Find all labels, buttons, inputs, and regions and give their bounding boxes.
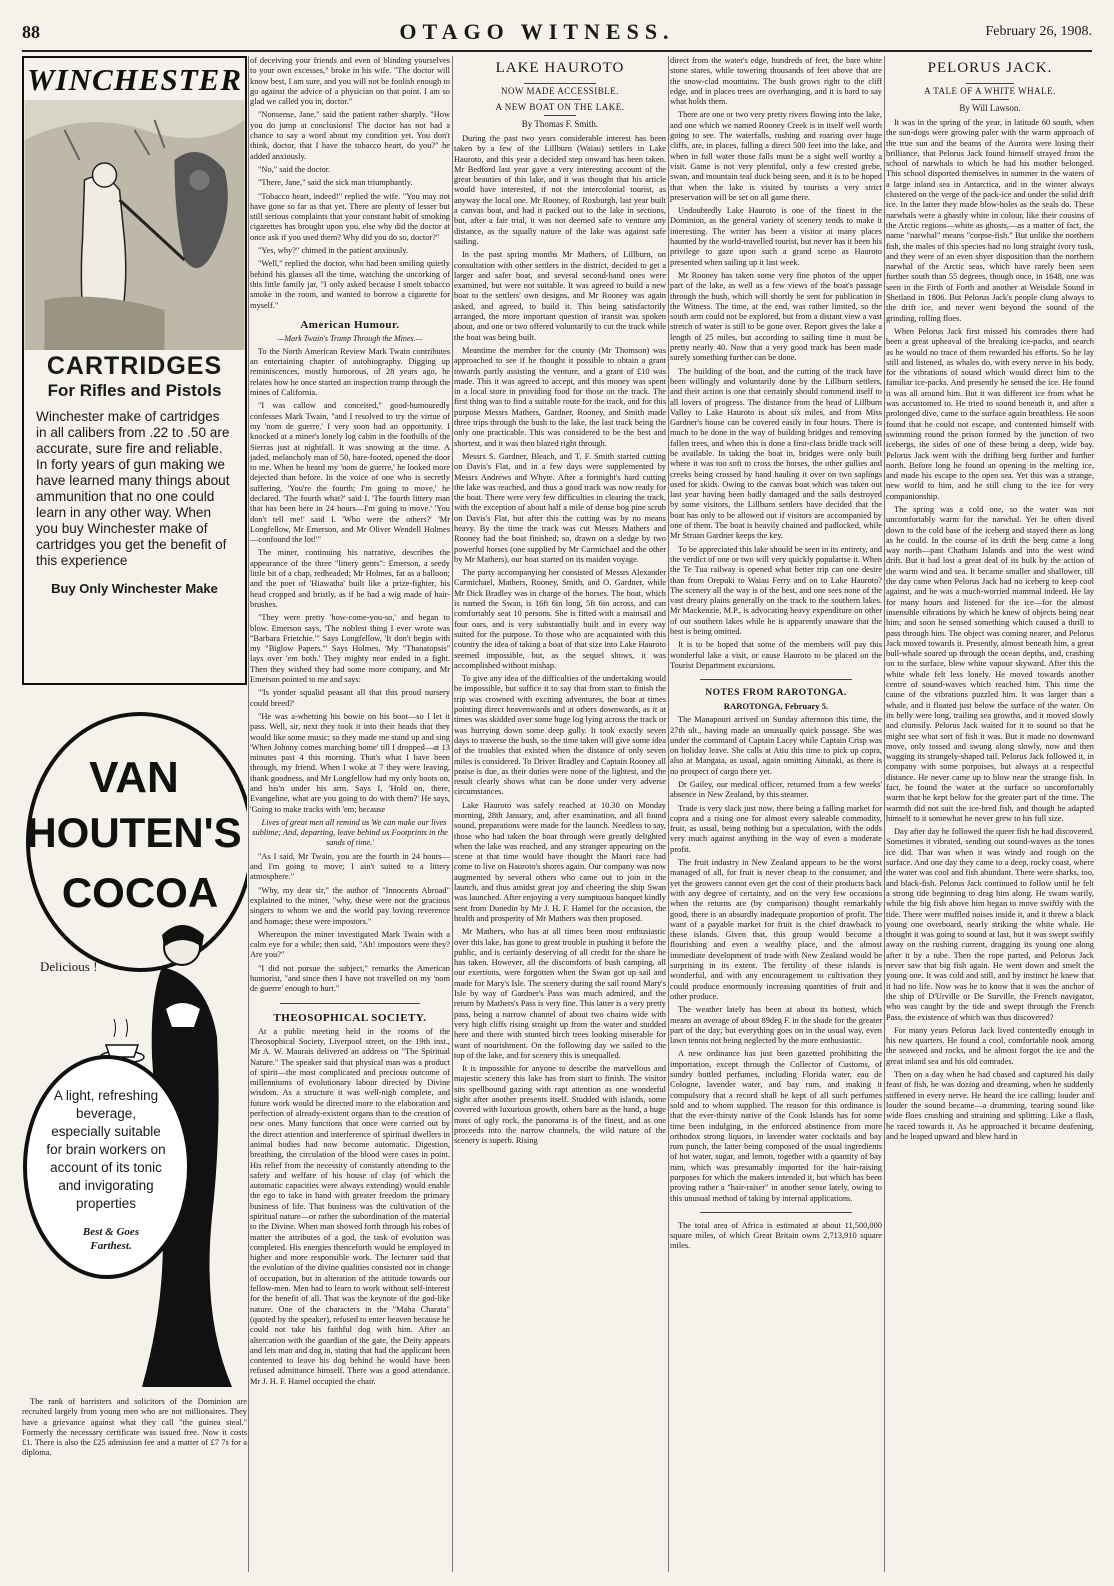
article-paragraph: For many years Pelorus Jack lived contentedly enough in his new quarters. He found a cool, comfortable nook among the seaweed and rocks, and he almost forgot the ice and the great inland sea and his old comrades.: [886, 1025, 1094, 1066]
van-houten-body-text: A light, refreshing beverage, especially suitable for brain workers on account of its tonic and invigorating properties: [46, 1088, 166, 1211]
column-advertisements: [22, 56, 247, 1572]
article-paragraph: "I did not pursue the subject," remarks the American humorist, "and since then I have not travelled on my 'nom de guerre' enough to hurt.": [250, 963, 450, 994]
article-paragraph: "He was a-whetting his bowie on his boot—so I let it pass. Well, sir, next they took it into their heads that they would like some music; so they made me stand up and sing 'When Johnny comes marching home' till I dropped—at 13 minutes past 4 this morning. That's what I have been through, my friend. When I woke at 7 they were leaving, thank goodness, and Mr Longfellow had my only boots on, and his'n under his arm. Says I, 'Hold on, there, Evangeline, what are you going to do with them?' He says, 'Going to make tracks with 'em; because: [250, 711, 450, 814]
cartridges-headline: CARTRIDGES: [46, 352, 223, 380]
buy-winchester-line: Buy Only Winchester Make: [51, 581, 218, 596]
van-houten-advertisement: [22, 697, 247, 1397]
rarotonga-heading: NOTES FROM RAROTONGA.: [705, 688, 847, 699]
lake-hauroto-title: LAKE HAUROTO: [495, 60, 625, 76]
section-divider: [280, 1003, 420, 1004]
section-divider: [700, 1212, 852, 1213]
article-paragraph: At a public meeting held in the rooms of the Theosophical Society, Liverpool street, on the 19th inst., Mr A. W. Maurais delivered an address on "The Spiritual Nature." The speaker said that physical man was a product of spirit—the most complicated and precious outcome of millenniums of evolutionary labour directed by Divine wisdom. As a structure it was well-nigh complete, and future work would be directed more to the elaboration and perfection of already-existent organs than to the creation of new ones. Many functions that once were carried out by the direct attention and interference of spiritual dwellers in animal bodies had now become automatic. Digestion, breathing, the circulation of the blood were cases in point. His relief from the necessity of constantly attending to the safety and welfare of his house of clay (of which the automatic capacities were always extending) would enable the ego to take in hand with greater freedom the primary business of life. That business was the cultivation of the spiritual nature—or rather the subordination of the material to the Divine. When man showed forth through his robes of matter the attributes of a god, the task of evolution was completed. His energies thenceforth would be employed in higher and more responsible work. The lecturer said that the evolution of the divine qualities consisted not in change of occupation, but in alteration of the attitude towards our fellow-men. Men had to learn to work without self-interest for the benefit of all. That was the keynote of the god-like nature. One of the characters in the "Maha Charata" (quoted by the speaker), refused to enter heaven because he could not take his faithful dog with him. After an altercation with the guardian of the gate, the Deity appears and lets man and dog in, stating that had the applicant been contented to leave his dog behind he would have been refused admittance himself. There was a good attendance. Mr J. H. F. Hamel occupied the chair.: [250, 1026, 450, 1386]
column-rule: [452, 56, 453, 1572]
article-paragraph: In the past spring months Mr Mathers, of Lillburn, on consultation with other settlers in the district, decided to get a larger and safer boat, and several second-hand ones were examined, but were not suitable. It was agreed to build a new boat to the settlers' own designs, and Mr Rooney was again asked, and agreed, to build it. This being satisfactorily arranged, the more important question of transit was spoken about, and one or two offered voluntarily to cut the track while the boat was being built.: [454, 250, 666, 342]
article-paragraph: It is to be hoped that some of the members will pay this wonderful lake a visit, or cause Hauroto to be placed on the Tourist Department excursions.: [670, 640, 882, 670]
article-paragraph: Meantime the member for the county (Mr Thomson) was approached to see if he thought it possible to obtain a grant towards partly assisting the venture, and a grant of £10 was made. This it was agreed to accept, and this money was spent in a local store in providing food for those on the track. The first thing was to find a suitable route for the track, and for this purpose Messrs Mathers, Gardner, Rooney, and Smith made three trips through the bush to the lake, the last track being the only one practicable. This was considered to be the best and shortest, and it was then blazed right through.: [454, 345, 666, 448]
article-paragraph: The weather lately has been at about its hottest, which means an average of about 89deg F. in the shade for the greater part of the day; but everything goes on in the usual way, even lawn tennis not being neglected by the more enthusiastic.: [670, 1005, 882, 1046]
article-paragraph: "I was callow and conceited," good-humouredly confesses Mark Twain, "and I resolved to try the virtue of my 'nom de guerre.' I very soon had an opportunity. I knocked at a miner's lonely log cabin in the foothills of the Sierras just at nightfall. It was snowing at the time. A jaded, melancholy man of 50, bare-footed, opened the door to me. When he heard my 'nom de guerre,' he looked more dejected than before. In the voice of one who is secretly suffering, 'You're the fourth; I'm going to move,' he declared. 'The fourth what?' said I. 'The fourth littery man that has been here in 24 hours—I'm going to move.' 'You don't tell me!' said I. 'Who were the others?' 'Mr Longfellow, Mr Emerson, and Mr Oliver Wendell Holmes—confound the lot!'": [250, 401, 450, 545]
article-paragraph: "No," said the doctor.: [258, 164, 331, 174]
winchester-advertisement: [22, 56, 247, 685]
column-rule: [884, 56, 885, 1572]
theosophical-heading: THEOSOPHICAL SOCIETY.: [273, 1011, 427, 1024]
van-houten-slogan: Best & Goes Farthest.: [82, 1226, 140, 1252]
pelorus-jack-subtitle: A TALE OF A WHITE WHALE.: [924, 86, 1056, 96]
article-paragraph: Trade is very slack just now, there being a falling market for copra and a rising one for almost every saleable commodity, fruit, as usual, being nothing but a speculation, with the odds very much against anything in the way of even a moderate profit.: [670, 803, 882, 854]
article-paragraph: It is impossible for anyone to describe the marvellous and majestic scenery this lake has from start to finish. The visitor sits spellbound gazing with rapt attention as one wonderful sight after another presents itself. Studded with islands, some covered with luxurious growth, others bare as the hand, a huge mass of ugly rock, the panorama is of the finest, and as one proceeds into the narrow channels, the wild nature of the scenery is superb. Rising: [454, 1064, 666, 1146]
article-paragraph: The building of the boat, and the cutting of the track have been willingly and voluntarily done by the Lillburn settlers, and their action is one that certainly should commend itself to all lovers of progress. The distance from the head of Lillburn Valley to Lake Hauroto is about six miles, and from Miss Gardner's house can be covered easily in four hours. There is much to be done in the way of building bridges and removing fallen trees, and when this is done a first-class bridle track will be available. In taking the boat in, bridges were only built where it was too soft to cross the horses, the other gullies and creeks being crossed by hand hauling it over on two saplings used for skids. Owing to the canvas boat which was taken out last year having been badly damaged and the sails destroyed by some visitors, the Lillburn settlers have decided that the boat has only to be allowed out if visitors are accompanied by one of them. The boat is heavily chained and padlocked, while Mr Struan Gardner keeps the key.: [670, 366, 882, 541]
article-paragraph: "They were pretty 'how-come-you-so,' and began to blow. Emerson says, 'The noblest thing I ever wrote was "Barbara Frietchie."' Says Longfellow, 'It don't begin with my "Biglow Papers."' Says Holmes, 'My "Thanatopsis" lays over 'em both.' They mighty near ended in a fight. Then they wished they had some more company, and Mr Emerson pointed to me and says:: [250, 613, 450, 685]
column-rule: [248, 56, 249, 1572]
article-paragraph: Dr Gailey, our medical officer, returned from a few weeks' absence in New Zealand, by this steamer.: [670, 780, 882, 800]
title-divider: [966, 83, 1014, 84]
article-paragraph: When Pelorus Jack first missed his comrades there had been a great upheaval of the breaking ice-packs, and search as he would no trace of them rewarded his efforts. So he lay still and listened, as whales do, with every nerve in his body, for the vibrations of sound which would direct him to the familiar ice-packs. And presently he sensed the ice. He found it was all around him. But it was different ice from what he was accustomed to. He tried to sound beneath it, and after a prolonged dive, came to the surface again breathless. He soon found that he could not escape, and contented himself with swimming round the prison formed by the junction of two icebergs, the sides of one of these being a deep, wide bay. Pelorus Jack went with the drifting berg further and further north. Before long he found an opening in the melting ice, and made his escape to the open sea. Yet this was a strange, new world to him, and he still clung to the ice for very companionship.: [886, 326, 1094, 501]
poem-verse: Lives of great men all remind us We can make our lives sublime; And, departing, leave behind us Footprints in the sands of time.': [252, 817, 448, 848]
rifles-pistols-subheadline: For Rifles and Pistols: [47, 381, 222, 400]
article-paragraph: Messrs S. Gardner, Bleach, and T. F. Smith started cutting on Davis's Flat, and in a few days were supplemented by Messrs Andrews and Whyte. After a fortnight's hard cutting the lake was reached, and thus a good track was now ready for the boat. There were very few difficulties in clearing the track, with the exception of about half a mile of dense bog pine scrub on Davis's Flat, but after this the cutting was by no means heavy. By the time the track was cut Messrs Mathers and Rooney had the boat finished; so, drawn on a sledge by two powerful horses (one supplied by Mr Carmichael and the other by Mr Mathers), our boat started on its maiden voyage.: [454, 451, 666, 564]
article-paragraph: "Well," replied the doctor, who had been smiling quietly behind his glasses all the time, watching the uncorking of this little family jar, "I only asked because I smelt tobacco smoke in the room, and wanted to borrow a cigarette for myself.": [250, 259, 450, 310]
rarotonga-dateline: RAROTONGA, February 5.: [723, 701, 829, 712]
pelorus-jack-title: PELORUS JACK.: [927, 60, 1053, 76]
houtens-text: HOUTEN'S: [26, 809, 242, 856]
hunter-illustration: [24, 100, 245, 350]
article-paragraph: "'Is yonder squalid peasant all that this proud nursery could breed?': [250, 688, 450, 708]
article-paragraph: The spring was a cold one, so the water was not uncomfortably warm for the narwhal. Yet he often dived down to the cold base of the iceberg and stayed there as long as he could. In the course of its drift the berg came a long way north—past Chatham Islands and into the west wind drift. But it had lost a great deal of its bulk by the action of the warm wind and sea. It became smaller and shallower, till the day came when Pelorus Jack had no iceberg to keep cool against, and he was a much-worried mammal indeed. He lay for many hours and listened for the ice—for the almost insensible vibrations by which he knew of objects being near him; and soon he sensed something which caused a thrill to pass through him. The object was coming nearer, and Pelorus Jack moved towards it. Presently, almost beneath him, a great bull-whale soared up through the ocean depths, and, crashing on to the surface, blew white vapour skyward. After this the white whale felt less lonely. He moved towards another centre of sound-waves which reached him. This time the cause of the vibrations puzzled him. It was larger than a whale, and it floated just below the surface of the water. On its belly were long, trailing sea growths, and it moved slowly and clumsily. Pelorus Jack waited for it to sound so that he might see what sort of fish it was. But it made no downward move, only tossed and swung along slowly, now and then wagging its strangely-shaped tail. Pelorus Jack followed it, in company with some porpoises, but always at a respectful distance. He never came up to blow near the strange fish. In fact, he found the water at the surface so uncomfortably warm that he kept below for the greater part of the time. The warmth did not suit the ice-bred fish, and though he adapted himself to it somewhat he never grew to his full size.: [886, 504, 1094, 823]
byline: By Thomas F. Smith.: [521, 119, 599, 129]
van-houten-artwork: [22, 697, 247, 1397]
article-paragraph: Lake Hauroto was safely reached at 10.30 on Monday morning, 28th January, and, after examination, and all found sound, preparations were made for the launch. Needless to say, those who had taken the boat through were greatly delighted when the lake was reached, and any stranger appearing on the scene at that time would have thought the Maori race had come to live on Hauroto's shores again. Our company was now augmented by several others who came out to join in the launch, and thus amidst great joy and cheering the ship Swan was launched. After enjoying a very sumptuous banquet kindly sent from Dunedin by Mr J. H. F. Hamel for the occasion, the health and prosperity of Mr Mathers was then proposed.: [454, 800, 666, 923]
article-paragraph: The fruit industry in New Zealand appears to be the worst managed of all, for fruit is never cheap to the consumer, and yet the growers cannot even get the cost of their products back with any degree of certainty, and on the very few occasions when the returns are (by comparison) thought remarkably good, there is an absurdly inadequate proportion of profit. The want of a payable market for fruit is the chief drawback to these islands. Given that, this group would become a flourishing and even a wealthy place, and the almost immediate development of trade with New Zealand would be surprising in its extent. The fertility of these islands is wonderful, and with any encouragement to cultivation they could produce enormously increasing quantities of fruit and other produce.: [670, 858, 882, 1001]
page-header: [22, 14, 1092, 52]
column-5: [886, 56, 1094, 1572]
van-text: VAN: [89, 753, 179, 802]
article-paragraph: of deceiving your friends and even of blinding yourselves to your own excesses," broke in his wife. "The doctor will know best, I am sure, and you will not be foolish enough to go against the advice of a physician on that point. I am so glad we called you in, doctor.": [250, 56, 450, 107]
column-3: [454, 56, 666, 1572]
article-paragraph: Then on a day when he had chased and captured his daily feast of fish, he was dozing and dreaming, when he suddenly stiffened in every nerve. He heard the ice calling; louder and louder the sound became—a drumming, tearing sound like wide floes crushing and straining and splitting. Like a flash, he raced towards it. As he approached it became deafening, and he leaped upward and blew hard in: [886, 1070, 1094, 1141]
article-paragraph: It was in the spring of the year, in latitude 60 south, when the sun-dogs were growing paler with the warm approach of the true sun and the beams of the Aurora were losing their brilliance, that Pelorus Jack found himself strayed from the school of narwhals to which he had his mother belonged. This school disported themselves in summer in the waters of a large inland sea in Antarctica, and in the winter always clustered on the verge of the pack-ice and under the solid drift ice. In the latter they made blow-holes as the seals do. These narwhals were a ghastly white in colour, like their cousins of the Arctic regions—white as ghosts,—as a matter of fact, the name "narwhal" means "corpse-fish." But unlike the northern fish, the males of this species had no long straight ivory tusk, and they were of an even shyer disposition than the northern narwhal of the Arctic seas, which have rarely been seen further south than 55 degrees, though once, in 1648, one was seen in the Firth of Forth and another at Weisdale Sound in Shetland in 1806. But Pelorus Jack's people clung always to the drift ice, and never went beyond the sound of the grinding, rolling floes.: [886, 118, 1094, 323]
article-paragraph: "Why, my dear sir," the author of "Innocents Abroad" explained to the miner, "why, these were not the gracious singers to whom we and the world pay loving reverence and homage; these were impostors.": [250, 885, 450, 926]
title-divider: [539, 99, 581, 100]
article-paragraph: To the North American Review Mark Twain contributes an entertaining chapter of autobiography. Digging up reminiscences, mostly humorous, of 28 years ago, he relates how he once started an inspection tramp through the mines of California.: [250, 346, 450, 398]
article-paragraph: During the past two years considerable interest has been taken by a few of the Lillburn (Waiau) settlers in Lake Hauroto, and this year a decided step onward has been taken. Mr Bedford last year gave a very interesting account of the great beauties of this lake, and it was thought that his article would have interested, if not the intercolonial tourist, as anyway the local one. Mr Rooney, of Roxburgh, last year built a canvas boat, and had it packed out to the lake in sections, but, after a fair trial, it was not deemed safe to venture any distance, as the squally nature of the lake was against safe sailing.: [454, 134, 666, 246]
article-paragraph: Day after day he followed the queer fish he had discovered. Sometimes it vibrated, sending out sound-waves as the tones ice did. That was when it was windy and rough on the surface. And one day they came to a deep, rocky coast, where the water was cool and fish abundant. There were sharks, too, and black-fish. Pelorus Jack continued to follow until he felt a strong tide beginning to drag him along. He swam warily, while the big fish above him began to move swiftly with the tide. There were muffled noises inside it, and it threw a black young one overboard, nearly striking the white whale. He thought it was going to sound at last, but it was swept swiftly away on the rushing current, dragging its young one along after it by a tube. Then the rope parted, and Pelorus Jack never saw that big fish again. He went down and smelt the young one. It was cold and still, and by instinct he knew that it had no life. Now was he to know that it was the anchor of the ship of D'Urville or De Surville, the French navigator, who was caught by the tide and swept through the French Pass, the existence of which was thus discovered?: [886, 827, 1094, 1022]
article-paragraph: direct from the water's edge, hundreds of feet, the bare white stone stares, while towering thousands of feet above that are the snow-clad mountains. The bush grows right to the cliff edge, and in places trees are overhanging, and it is hard to say what holds them.: [670, 56, 882, 107]
lake-hauroto-subtitle: NOW MADE ACCESSIBLE.: [500, 86, 620, 96]
title-divider: [524, 83, 596, 84]
article-paragraph: "As I said, Mr Twain, you are the fourth in 24 hours—and I'm going to move; I ain't suited to a littery atmosphere.": [250, 851, 450, 882]
article-paragraph: Whereupon the miner investigated Mark Twain with a calm eye for a while; then said, "Ah! impostors were they? Are you?": [250, 929, 450, 960]
byline: By Will Lawson.: [959, 103, 1021, 113]
article-paragraph: "Tobacco heart, indeed!" replied the wife. "You may not have gone so far as that yet. There are plenty of lesser but still serious complaints that your constant habit of smoking cigarettes has brought upon you, else why did the doctor at once ask if you used them? Why did you do so, doctor?": [250, 191, 450, 242]
article-paragraph: "There, Jane," said the sick man triumphantly.: [258, 178, 413, 188]
barristers-paragraph: The rank of barristers and solicitors of the Dominion are recruited largely from young men who are not millionaires. They have a grievance against what they call "the guinea steal." Formerly the necessary certificate was issued free. Now it costs £1. There is also the £25 admission fee and a matter of £7 7s for a diploma.: [22, 1397, 247, 1458]
column-2: [250, 56, 450, 1572]
lake-hauroto-subtitle: A NEW BOAT ON THE LAKE.: [495, 102, 625, 112]
delicious-tagline: Delicious !: [40, 959, 98, 974]
column-4: [670, 56, 882, 1572]
article-paragraph: The party accompanying her consisted of Messrs Alexander Carmichael, Mathers, Rooney, Smith, and O. Gardner, while Mr Dick Bradley was in charge of the horses. The boat, which is named the Swan, is 16ft 6in long, 5ft 6in across, and can comfortably seat 10 persons. She is fitted with a mainsail and four oars, and is very substantially built and in every way suited for the purpose. To those who are acquainted with this country the idea of taking a boat of that size into Lake Hauroto seemed impossible, but, as the sequel shows, it was accomplished without mishap.: [454, 568, 666, 670]
africa-note: The total area of Africa is estimated at about 11,500,000 square miles, of which Great Britain owns 2,713,910 square miles.: [670, 1220, 882, 1251]
winchester-body-text: Winchester make of cartridges in all calibers from .22 to .50 are accurate, sure fire and reliable. In forty years of gun making we have learned many things about ammunition that no one could learn in any other way. When you buy Winchester make of cartridges you get the benefit of this experience: [36, 409, 230, 568]
column-rule: [668, 56, 669, 1572]
winchester-logo: WINCHESTER: [26, 62, 242, 97]
article-paragraph: "Yes, why?" chimed in the patient anxiously.: [258, 246, 409, 256]
article-paragraph: The Manapouri arrived on Sunday afternoon this time, the 27th ult., having made an unusually quick passage. She was under the command of Captain Lacey while Captain Crisp was on holiday leave. She calls at Atiu this time to pick up copra, also at Mangaia, as usual, again omitting Aitutaki, as there is no prospect of cargo there yet.: [670, 715, 882, 776]
article-paragraph: To give any idea of the difficulties of the undertaking would be impossible, but suffice it to say that from start to finish the trip was crowned with exciting adventures, the boat at times pointing direct heavenwards and at others downwards, as it at times was skidded over some huge log lying across the track or was hurrying down some deep gully. It took exactly seven days to traverse the bush, so the time taken will give some idea of the troubles that existed when the distance of only seven miles is considered. To Driver Bradley and Captain Rooney all praise is due, as their duties were none of the lightest, and the result clearly shows what can be done under very adverse circumstances.: [454, 674, 666, 797]
article-paragraph: Mr Mathers, who has at all times been most enthusiastic over this lake, has gone to great trouble in pushing it before the public, and is certainly deserving of all credit for the share he has taken. However, all the discomforts of bush camping, all our exertions, were forgotten when the Swan got up sail and made for Mary's Isle. The scenery during the sail round Mary's Isle by way of Gardner's Pass was much admired, and the return by Mathers's Pass is very fine. This latter is a very pretty pass, being a narrow channel of about two chains wide with very high cliffs rising straight up from the water and studded here and there with stunted birch trees looking miserable for want of nourishment. On the following day we sailed to the top of the lake, and for scenery this is unequalled.: [454, 927, 666, 1060]
american-humour-heading: American Humour.: [300, 318, 400, 331]
cocoa-text: COCOA: [61, 869, 219, 916]
article-paragraph: To be appreciated this lake should be seen in its entirety, and the verdict of one or two will very quickly popularise it. When the Te Tua railway is opened what better trip can one desire than from Orepuki to Waiau Ferry and on to Lake Hauroto? The scenery all the way is of the best, and one sees none of the vast dreary plains generally on the track to the southern lakes. Mr Mackenzie, M.P., is advocating heavy expenditure on other of our southern lakes while he is apparently unaware that the best is being omitted.: [670, 544, 882, 637]
american-humour-credit: —Mark Twain's Tramp Through the Mines.—: [277, 333, 423, 343]
article-paragraph: There are one or two very pretty rivers flowing into the lake, and one which we named Rooney Creek is in itself well worth going to see. The waterfalls, rushing and roaring over huge cliffs, are, in places, falling a direct 500 feet into the lake, and when in full water those falls must be a sight well worthy a visit. Game is not very plentiful, only a few crested grebe, swan, and mountain teal duck being seen, and it is to be hoped that when the lake is visited by tourists a very strict preservation will be set on all game there.: [670, 110, 882, 202]
article-paragraph: "Nonsense, Jane," said the patient rather sharply. "How you do jump at conclusions! The doctor has not had a chance to say a word about my condition yet. You don't think, doctor, that I have the tobacco heart, do you?" he added anxiously.: [250, 110, 450, 161]
article-paragraph: The miner, continuing his narrative, describes the appearance of the three "littery gents": Emerson, a seedy little bit of a chap, redheaded; Mr Holmes, fat as a balloon; and the poet of 'Hiawatha' built like a prize-fighter, his head cropped and bristly, as if he had a wig made of hair-brushes.: [250, 548, 450, 609]
title-divider: [544, 115, 576, 116]
article-paragraph: Mr Rooney has taken some very fine photos of the upper part of the lake, as well as a few views of the boat's passage through the bush, which will shortly be sent for publication in the Witness. The time, at the end, was rather limited, so the south arm could not be explored, but from a distant view a vast stretch of water is still to be gone over. Report gives the lake a length of 25 miles, but according to sailing time it must be pretty nearly 40. Now that a very good track has been made surely something further can be done.: [670, 270, 882, 363]
title-divider: [971, 99, 1009, 100]
article-paragraph: Undoubtedly Lake Hauroto is one of the finest in the Dominion, as the general variety of scenery tends to make it interesting. The writer has been a visitor at many places haunted by the world-travelled tourist, but never has it been his privilege to gaze upon such a grand scene as Hauroto presented when sailing up it last week.: [670, 206, 882, 267]
section-divider: [700, 679, 852, 680]
page-number: 88: [22, 21, 40, 42]
article-paragraph: A new ordinance has just been gazetted prohibiting the importation, except through the Collector of Customs, of sundry bottled perfumes, including Florida water, eau de Cologne, lavender water, and bay rum, and making it compulsory that a record shall be kept of all such perfumes sold and to whom supplied. The reason for this ordinance is that the ever-thirsty native of the Cook Islands has for some time been indulging, in the enforced abstinence from more orthodox strong liquors, in lavender water cocktails and bay rum punch, the latter being composed of the usual ingredients of hot water, sugar, and lemon, together with a quantity of bay rum, which was presumably imported for the hair-raising purposes for which the makers intended it, but which has been proving rather a "hair-raiser" in another sense lately, owing to this unusual method of taking by internal applications.: [670, 1049, 882, 1203]
newspaper-title: OTAGO WITNESS.: [399, 19, 675, 44]
issue-date: February 26, 1908.: [985, 24, 1092, 39]
